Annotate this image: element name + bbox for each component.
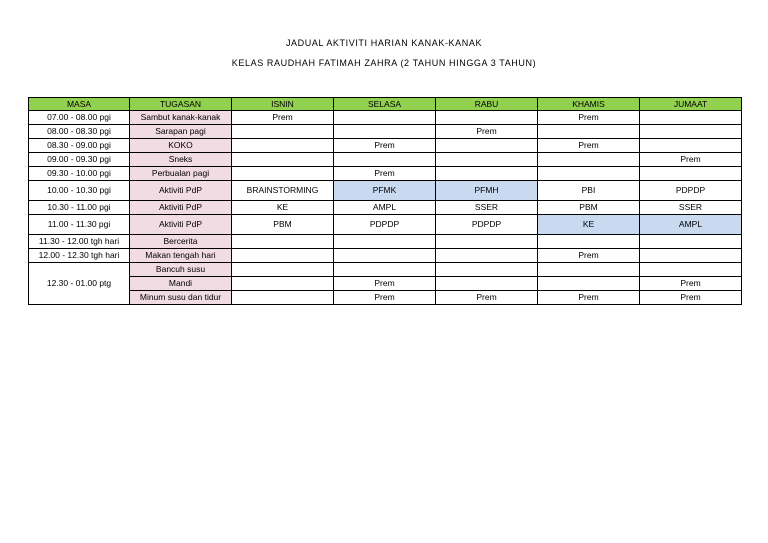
cell-rabu: Prem	[436, 125, 538, 139]
table-row	[29, 111, 742, 125]
cell-isnin: PBM	[232, 215, 334, 235]
table-row	[29, 263, 742, 277]
cell-selasa	[334, 235, 436, 249]
cell-task: KOKO	[130, 139, 232, 153]
cell-task: Sneks	[130, 153, 232, 167]
cell-isnin	[232, 125, 334, 139]
cell-rabu	[436, 263, 538, 277]
cell-selasa	[334, 249, 436, 263]
cell-jumaat	[640, 139, 742, 153]
cell-khamis: PBI	[538, 181, 640, 201]
cell-jumaat: Prem	[640, 153, 742, 167]
cell-selasa	[334, 263, 436, 277]
cell-khamis	[538, 153, 640, 167]
cell-rabu	[436, 111, 538, 125]
cell-task: Sarapan pagi	[130, 125, 232, 139]
document-title: JADUAL AKTIVITI HARIAN KANAK-KANAK	[285, 38, 483, 48]
cell-rabu	[436, 167, 538, 181]
schedule-table	[28, 97, 742, 305]
cell-time: 10.00 - 10.30 pgi	[29, 181, 130, 201]
cell-khamis	[538, 263, 640, 277]
header-masa: MASA	[29, 98, 130, 111]
cell-jumaat: PDPDP	[640, 181, 742, 201]
cell-jumaat: Prem	[640, 277, 742, 291]
table-row	[29, 125, 742, 139]
document-subtitle: KELAS RAUDHAH FATIMAH ZAHRA (2 TAHUN HINGGA 3 TAHUN)	[231, 58, 537, 68]
cell-selasa: PFMK	[334, 181, 436, 201]
cell-jumaat	[640, 167, 742, 181]
cell-selasa	[334, 125, 436, 139]
cell-selasa	[334, 153, 436, 167]
cell-task: Makan tengah hari	[130, 249, 232, 263]
cell-rabu: PFMH	[436, 181, 538, 201]
cell-rabu	[436, 235, 538, 249]
header-rabu: RABU	[436, 98, 538, 111]
header-selasa: SELASA	[334, 98, 436, 111]
cell-khamis: Prem	[538, 111, 640, 125]
cell-time: 11.00 - 11.30 pgi	[29, 215, 130, 235]
header-jumaat: JUMAAT	[640, 98, 742, 111]
cell-isnin: Prem	[232, 111, 334, 125]
cell-jumaat	[640, 263, 742, 277]
cell-rabu	[436, 153, 538, 167]
cell-rabu	[436, 249, 538, 263]
cell-time: 11.30 - 12.00 tgh hari	[29, 235, 130, 249]
cell-time: 09.30 - 10.00 pgi	[29, 167, 130, 181]
cell-task: Aktiviti PdP	[130, 201, 232, 215]
table-row	[29, 139, 742, 153]
cell-isnin	[232, 167, 334, 181]
table-row	[29, 167, 742, 181]
header-tugasan: TUGASAN	[130, 98, 232, 111]
cell-isnin	[232, 291, 334, 305]
cell-time: 09.00 - 09.30 pgi	[29, 153, 130, 167]
cell-khamis	[538, 277, 640, 291]
cell-isnin	[232, 263, 334, 277]
cell-selasa: PDPDP	[334, 215, 436, 235]
table-row	[29, 215, 742, 235]
header-isnin: ISNIN	[232, 98, 334, 111]
cell-task: Mandi	[130, 277, 232, 291]
cell-isnin	[232, 249, 334, 263]
cell-rabu: SSER	[436, 201, 538, 215]
cell-jumaat: SSER	[640, 201, 742, 215]
cell-rabu	[436, 277, 538, 291]
cell-selasa: Prem	[334, 167, 436, 181]
cell-task: Perbualan pagi	[130, 167, 232, 181]
cell-isnin	[232, 153, 334, 167]
table-row	[29, 291, 742, 305]
cell-jumaat: Prem	[640, 291, 742, 305]
cell-task: Bancuh susu	[130, 263, 232, 277]
cell-task: Aktiviti PdP	[130, 181, 232, 201]
cell-time: 07.00 - 08.00 pgi	[29, 111, 130, 125]
table-row	[29, 201, 742, 215]
cell-rabu	[436, 139, 538, 153]
table-row	[29, 235, 742, 249]
cell-time: 12.30 - 01.00 ptg	[29, 263, 130, 305]
cell-isnin: KE	[232, 201, 334, 215]
cell-isnin	[232, 139, 334, 153]
cell-khamis: PBM	[538, 201, 640, 215]
cell-khamis: Prem	[538, 291, 640, 305]
cell-jumaat	[640, 111, 742, 125]
cell-khamis	[538, 125, 640, 139]
cell-time: 12.00 - 12.30 tgh hari	[29, 249, 130, 263]
table-row	[29, 153, 742, 167]
cell-task: Sambut kanak-kanak	[130, 111, 232, 125]
cell-khamis: KE	[538, 215, 640, 235]
cell-jumaat	[640, 235, 742, 249]
cell-time: 10.30 - 11.00 pgi	[29, 201, 130, 215]
cell-jumaat	[640, 125, 742, 139]
cell-rabu: Prem	[436, 291, 538, 305]
cell-task: Aktiviti PdP	[130, 215, 232, 235]
cell-selasa: Prem	[334, 277, 436, 291]
cell-task: Bercerita	[130, 235, 232, 249]
table-row	[29, 277, 742, 291]
cell-selasa: AMPL	[334, 201, 436, 215]
table-row	[29, 249, 742, 263]
cell-khamis	[538, 235, 640, 249]
cell-selasa: Prem	[334, 139, 436, 153]
header-khamis: KHAMIS	[538, 98, 640, 111]
table-row	[29, 181, 742, 201]
cell-isnin: BRAINSTORMING	[232, 181, 334, 201]
cell-time: 08.00 - 08.30 pgi	[29, 125, 130, 139]
cell-khamis: Prem	[538, 139, 640, 153]
cell-jumaat	[640, 249, 742, 263]
cell-rabu: PDPDP	[436, 215, 538, 235]
cell-khamis	[538, 167, 640, 181]
cell-time: 08.30 - 09.00 pgi	[29, 139, 130, 153]
cell-task: Minum susu dan tidur	[130, 291, 232, 305]
cell-selasa	[334, 111, 436, 125]
cell-selasa: Prem	[334, 291, 436, 305]
table-header-row	[29, 98, 742, 111]
cell-khamis: Prem	[538, 249, 640, 263]
cell-isnin	[232, 277, 334, 291]
cell-isnin	[232, 235, 334, 249]
cell-jumaat: AMPL	[640, 215, 742, 235]
